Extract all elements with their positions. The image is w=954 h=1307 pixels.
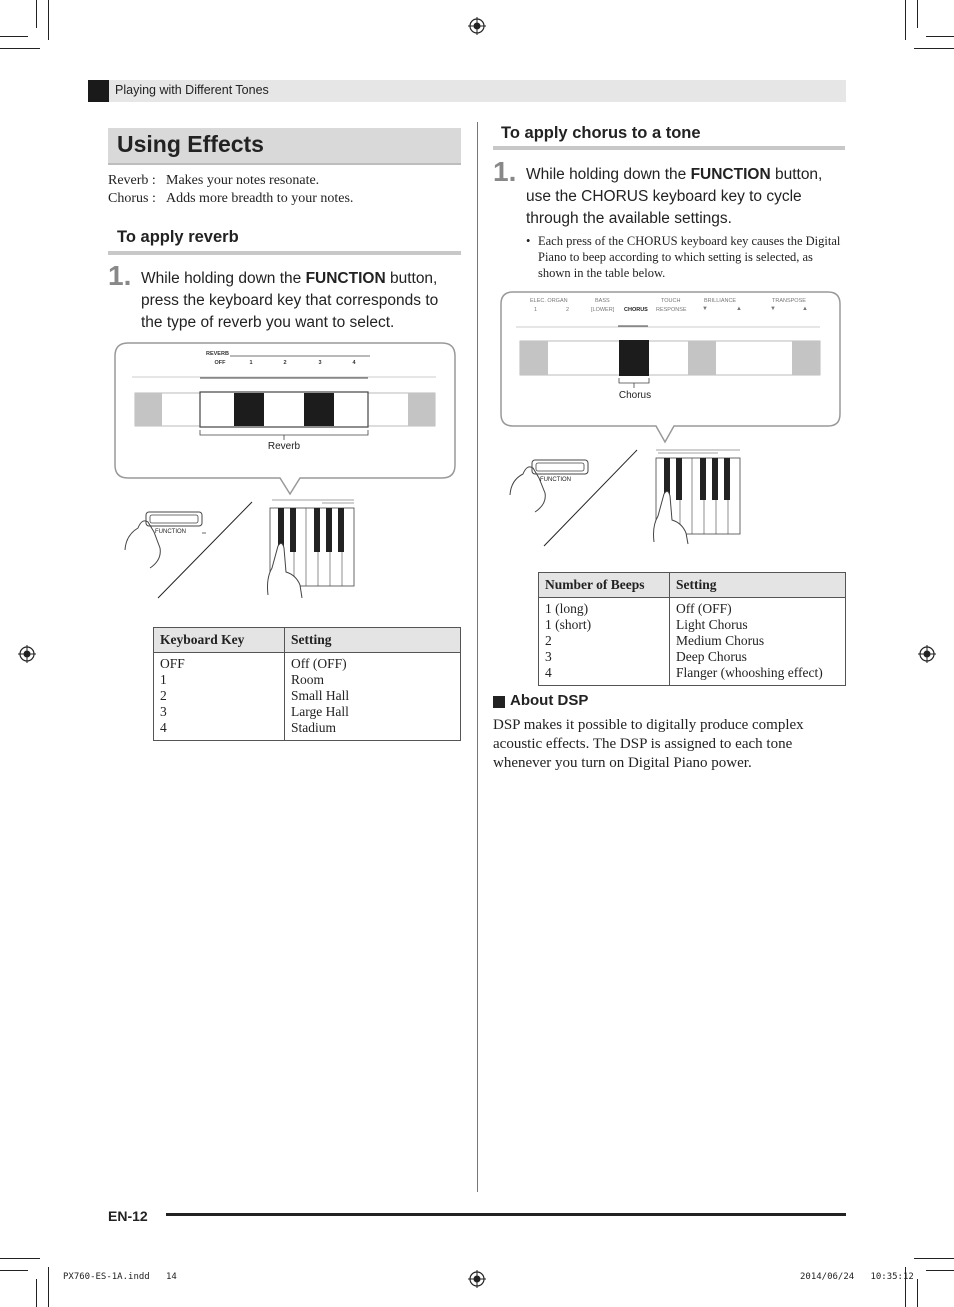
reverb-panel-label: 2: [283, 360, 287, 366]
reverb-step-pre: While holding down the: [141, 270, 306, 287]
chorus-panel-label: RESPONSE: [656, 307, 687, 313]
crop-mark: [36, 0, 37, 28]
cell-line: 4: [160, 720, 167, 735]
chorus-panel-label: BRILLIANCE: [704, 298, 737, 304]
chorus-step-pre: While holding down the: [526, 166, 691, 183]
table-header-row: [154, 628, 461, 653]
intro-desc: Adds more breadth to your notes.: [166, 191, 354, 206]
cell-line: 1 (short): [545, 617, 592, 632]
reverb-step-post: button, press the keyboard key that corresponds to the type of reverb you want to select.: [141, 270, 439, 331]
chorus-panel-label: TRANSPOSE: [772, 298, 806, 304]
chorus-panel-label: [LOWER]: [591, 307, 615, 313]
reverb-panel-label: OFF: [214, 360, 226, 366]
table-header: Setting: [670, 573, 846, 598]
intro-term: Chorus :: [108, 191, 156, 206]
footer-rule: [166, 1213, 846, 1216]
chorus-step-number: 1.: [493, 156, 517, 187]
chorus-panel-label: ▼: [702, 306, 708, 312]
table-header: Keyboard Key: [154, 628, 285, 653]
crop-mark: [914, 48, 954, 49]
cell-line: 3: [160, 704, 167, 719]
chorus-panel-label: TOUCH: [661, 298, 681, 304]
cell-line: 3: [545, 649, 552, 664]
chorus-table: [538, 572, 846, 686]
registration-mark-icon: [18, 645, 36, 663]
intro-reverb: [108, 172, 353, 190]
cell-line: 2: [545, 633, 552, 648]
chorus-callout-label: Chorus: [618, 390, 652, 401]
chorus-heading-rule: [493, 146, 845, 150]
crop-mark: [926, 1270, 954, 1271]
table-cell: [539, 598, 670, 686]
cell-line: Small Hall: [291, 688, 350, 703]
chorus-panel-label: ▲: [736, 306, 742, 312]
registration-mark-icon: [468, 1270, 486, 1288]
section-header-label: Playing with Different Tones: [115, 83, 269, 97]
reverb-step-number: 1.: [108, 260, 132, 291]
chorus-step-post: button, use the CHORUS keyboard key to cycle through the available settings.: [526, 166, 823, 227]
chorus-panel-label: ▲: [802, 306, 808, 312]
reverb-illustration: [110, 340, 460, 605]
print-date: 2014/06/24 10:35:12: [800, 1272, 914, 1282]
cell-line: 1 (long): [545, 601, 589, 616]
page-number: EN-12: [108, 1208, 148, 1224]
cell-line: Off (OFF): [291, 656, 347, 671]
cell-line: Room: [291, 672, 325, 687]
cell-line: Stadium: [291, 720, 337, 735]
table-cell: [154, 653, 285, 741]
reverb-panel-label: 3: [318, 360, 322, 366]
reverb-heading-rule: [108, 251, 461, 255]
intro-desc: Makes your notes resonate.: [166, 173, 320, 188]
cell-line: OFF: [160, 656, 185, 671]
dsp-text: DSP makes it possible to digitally produce complex acoustic effects. The DSP is assigned to each tone whenever you turn on Digital Piano power.: [493, 717, 804, 771]
crop-mark: [914, 1258, 954, 1259]
table-cell: [670, 598, 846, 686]
dsp-heading: About DSP: [510, 692, 589, 709]
reverb-step-bold: FUNCTION: [305, 270, 386, 287]
reverb-function-label: FUNCTION: [155, 529, 186, 535]
chorus-panel-label: CHORUS: [624, 307, 648, 313]
chorus-bullet-marker: •: [526, 234, 531, 248]
crop-mark: [0, 36, 28, 37]
chorus-bullet-text: Each press of the CHORUS keyboard key causes the Digital Piano to beep according to which setting is selected, as shown in the table below.: [538, 234, 841, 280]
crop-mark: [917, 1279, 918, 1307]
reverb-panel-title: REVERB: [206, 351, 229, 357]
intro-chorus: [108, 190, 353, 208]
file-info: PX760-ES-1A.indd 14: [63, 1272, 177, 1282]
reverb-callout-label: Reverb: [267, 441, 301, 452]
chorus-panel-label: 2: [566, 307, 570, 313]
intro-term: Reverb :: [108, 173, 156, 188]
cell-line: Flanger (whooshing effect): [676, 665, 823, 680]
chorus-heading: To apply chorus to a tone: [501, 124, 701, 142]
cell-line: Medium Chorus: [676, 633, 765, 648]
table-cell: [285, 653, 461, 741]
cell-line: Off (OFF): [676, 601, 732, 616]
chorus-function-label: FUNCTION: [540, 477, 571, 483]
chorus-illustration: [498, 290, 843, 552]
page-title-box: [108, 128, 461, 165]
crop-mark: [48, 1267, 49, 1307]
reverb-panel-label: 1: [249, 360, 253, 366]
intro-definitions: [108, 172, 353, 208]
cell-line: Deep Chorus: [676, 649, 747, 664]
chorus-step-bold: FUNCTION: [690, 166, 771, 183]
chorus-panel-label: 1: [534, 307, 538, 313]
reverb-panel-label: 4: [352, 360, 356, 366]
section-header: [88, 80, 846, 102]
cell-line: 4: [545, 665, 552, 680]
table-header: Setting: [285, 628, 461, 653]
registration-mark-icon: [918, 645, 936, 663]
cell-line: Large Hall: [291, 704, 349, 719]
page-title: Using Effects: [117, 131, 264, 157]
header-block: [88, 80, 109, 102]
crop-mark: [0, 1270, 28, 1271]
crop-mark: [917, 0, 918, 28]
chorus-panel-label: ELEC. ORGAN: [530, 298, 568, 304]
reverb-table: [153, 627, 461, 741]
reverb-step-text: [141, 268, 459, 334]
cell-line: 2: [160, 688, 167, 703]
cell-line: 1: [160, 672, 167, 687]
reverb-heading: To apply reverb: [117, 228, 239, 246]
table-header-row: [539, 573, 846, 598]
chorus-step-text: [526, 164, 841, 230]
crop-mark: [905, 0, 906, 40]
crop-mark: [0, 1258, 40, 1259]
crop-mark: [36, 1279, 37, 1307]
square-bullet-icon: [493, 696, 505, 708]
crop-mark: [48, 0, 49, 40]
chorus-panel-label: ▼: [770, 306, 776, 312]
registration-mark-icon: [468, 17, 486, 35]
table-row: [154, 653, 461, 741]
table-header: Number of Beeps: [539, 573, 670, 598]
crop-mark: [926, 36, 954, 37]
table-row: [539, 598, 846, 686]
column-divider: [477, 122, 478, 1192]
chorus-panel-label: BASS: [595, 298, 610, 304]
cell-line: Light Chorus: [676, 617, 748, 632]
crop-mark: [0, 48, 40, 49]
